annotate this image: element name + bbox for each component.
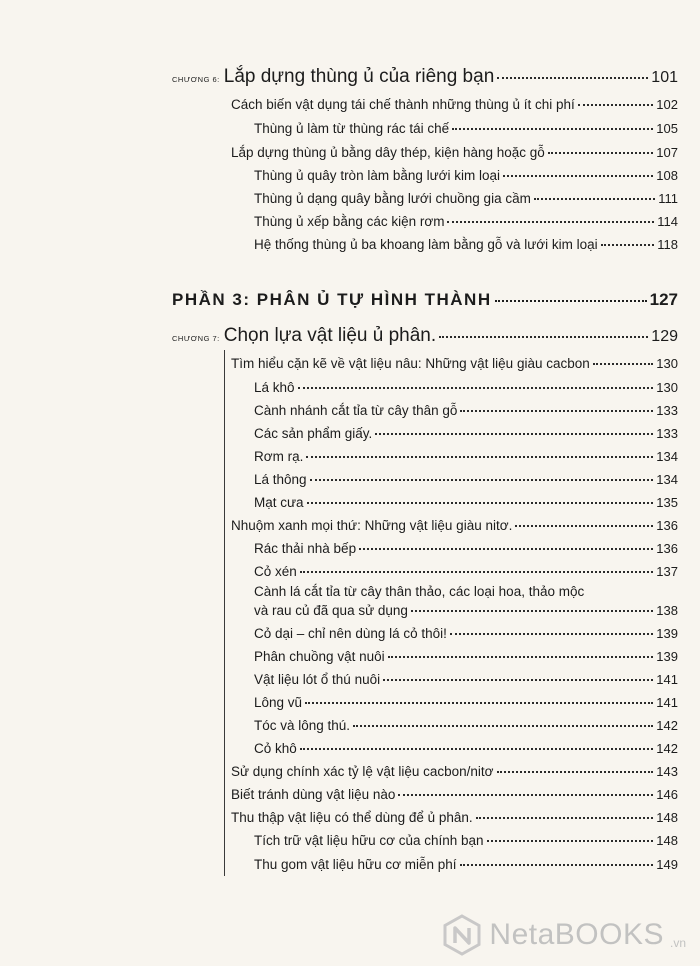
dot-leader: [310, 478, 654, 481]
page-number: 137: [656, 564, 678, 579]
entry-title: Rơm rạ.: [254, 449, 304, 464]
toc-entry: [254, 426, 678, 441]
page-number: 118: [657, 237, 678, 252]
dot-leader: [307, 501, 654, 504]
toc-entry: [254, 857, 678, 872]
toc-entry: [254, 449, 678, 464]
page-number: 146: [656, 787, 678, 802]
toc-entry: [231, 518, 678, 533]
vertical-rule: [224, 350, 225, 876]
entry-title: Thu thập vật liệu có thể dùng để ủ phân.: [231, 810, 473, 825]
entry-title: và rau củ đã qua sử dụng: [254, 603, 408, 618]
entry-title: Thùng ủ quây tròn làm bằng lưới kim loại: [254, 168, 501, 183]
toc-entry: [231, 764, 678, 779]
entry-title: Tìm hiểu cặn kẽ về vật liệu nâu: Những vật liệu giàu cacbon: [231, 356, 590, 371]
dot-leader: [476, 816, 654, 819]
toc-entry: [231, 356, 678, 371]
dot-leader: [487, 839, 654, 842]
part-3-heading: [172, 290, 678, 310]
page-number: 136: [656, 518, 678, 533]
netabooks-watermark: [441, 914, 686, 956]
page-number: 130: [656, 356, 678, 371]
page-number: 139: [656, 626, 678, 641]
entry-title: Biết tránh dùng vật liệu nào: [231, 787, 396, 802]
dot-leader: [497, 770, 654, 773]
chapter-title: Lắp dựng thùng ủ của riêng bạn: [223, 66, 495, 87]
dot-leader: [534, 197, 655, 200]
dot-leader: [601, 243, 655, 246]
toc-entry: [254, 649, 678, 664]
entry-title: Thùng ủ dạng quây bằng lưới chuồng gia cầm: [254, 191, 531, 206]
page-number: 107: [656, 145, 678, 160]
entry-title: Vật liệu lót ổ thú nuôi: [254, 672, 381, 687]
dot-leader: [353, 724, 653, 727]
entry-title: Thu gom vật liệu hữu cơ miễn phí: [254, 857, 457, 872]
toc-entry: [254, 741, 678, 756]
dot-leader: [548, 151, 654, 154]
page-number: 141: [656, 695, 678, 710]
dot-leader: [450, 632, 653, 635]
toc-entry: [254, 603, 678, 618]
page-number: 148: [656, 833, 678, 848]
dot-leader: [388, 655, 654, 658]
toc-entry: [254, 214, 678, 229]
toc-entry: [254, 495, 678, 510]
page-number: 114: [657, 214, 678, 229]
toc-entry: [254, 121, 678, 136]
entry-title: Các sản phẩm giấy.: [254, 426, 373, 441]
toc-entry-line1: [254, 584, 678, 599]
page-number: 143: [656, 764, 678, 779]
chapter-6-heading: [172, 66, 678, 88]
watermark-suffix: .vn: [669, 936, 686, 950]
entry-title: Sử dụng chính xác tỷ lệ vật liệu cacbon/nitơ: [231, 764, 494, 779]
entry-title: Lá khô: [254, 380, 295, 395]
dot-leader: [300, 747, 654, 750]
page-number: 135: [656, 495, 678, 510]
page-number: 134: [656, 449, 678, 464]
entry-title: Mạt cưa: [254, 495, 304, 510]
page-number: 130: [656, 380, 678, 395]
dot-leader: [578, 103, 654, 106]
page-number: 133: [656, 426, 678, 441]
entry-title: Cành nhánh cắt tỉa từ cây thân gỗ: [254, 403, 458, 418]
page-number: 138: [656, 603, 678, 618]
entry-title: Nhuộm xanh mọi thứ: Những vật liệu giàu nitơ.: [231, 518, 513, 533]
dot-leader: [298, 386, 654, 389]
entry-title: Lông vũ: [254, 695, 303, 710]
chapter-7-heading: [172, 325, 678, 347]
dot-leader: [593, 362, 654, 365]
dot-leader: [460, 863, 654, 866]
watermark-brand: NetaBOOKS: [489, 918, 664, 951]
dot-leader: [398, 793, 653, 796]
dot-leader: [497, 76, 648, 79]
dot-leader: [305, 701, 653, 704]
entry-title: Tích trữ vật liệu hữu cơ của chính bạn: [254, 833, 484, 848]
entry-title: Hệ thống thùng ủ ba khoang làm bằng gỗ và lưới kim loại: [254, 237, 598, 252]
page-number: 129: [651, 328, 678, 345]
entry-title: Thùng ủ xếp bằng các kiện rơm: [254, 214, 445, 229]
chapter-tag: CHƯƠNG 6:: [172, 75, 220, 84]
dot-leader: [439, 335, 648, 338]
toc-entry: [254, 237, 678, 252]
toc-entry: [254, 564, 678, 579]
page-number: 108: [656, 168, 678, 183]
toc-entry: [254, 541, 678, 556]
toc-entry: [254, 168, 678, 183]
entry-title: Thùng ủ làm từ thùng rác tái chế: [254, 121, 450, 136]
page-number: 105: [656, 121, 678, 136]
page-number: 136: [656, 541, 678, 556]
page-number: 139: [656, 649, 678, 664]
entry-title: Phân chuồng vật nuôi: [254, 649, 385, 664]
dot-leader: [503, 174, 653, 177]
dot-leader: [383, 678, 653, 681]
page-number: 111: [658, 191, 678, 206]
toc-entry: [254, 718, 678, 733]
page-number: 102: [656, 97, 678, 112]
page-number: 127: [649, 290, 678, 309]
toc-entry: [254, 833, 678, 848]
toc-entry: [231, 810, 678, 825]
entry-title: Cỏ xén: [254, 564, 297, 579]
netabooks-logo-icon: [441, 914, 483, 956]
entry-title: Cách biến vật dụng tái chế thành những thùng ủ ít chi phí: [231, 97, 575, 112]
dot-leader: [460, 409, 653, 412]
chapter-tag: CHƯƠNG 7:: [172, 334, 220, 343]
dot-leader: [306, 455, 653, 458]
entry-title: Rác thải nhà bếp: [254, 541, 357, 556]
entry-title: Tóc và lông thú.: [254, 718, 351, 733]
page-number: 134: [656, 472, 678, 487]
page-number: 149: [656, 857, 678, 872]
toc-entry: [254, 472, 678, 487]
entry-title: Cành lá cắt tỉa từ cây thân thảo, các loại hoa, thảo mộc: [254, 584, 585, 599]
toc-entry: [231, 97, 678, 112]
part-title: PHẦN 3: PHÂN Ủ TỰ HÌNH THÀNH: [172, 290, 492, 309]
entry-title: Lắp dựng thùng ủ bằng dây thép, kiện hàng hoặc gỗ: [231, 145, 545, 160]
toc-entry: [254, 191, 678, 206]
page-number: 101: [651, 69, 678, 86]
dot-leader: [515, 524, 653, 527]
toc-entry: [254, 672, 678, 687]
toc-entry: [254, 695, 678, 710]
toc-entry: [254, 626, 678, 641]
page-number: 148: [656, 810, 678, 825]
page-number: 142: [656, 741, 678, 756]
toc-entry: [231, 145, 678, 160]
dot-leader: [411, 609, 653, 612]
dot-leader: [447, 220, 654, 223]
entry-title: Lá thông: [254, 472, 307, 487]
dot-leader: [375, 432, 653, 435]
entry-title: Cỏ dại – chỉ nên dùng lá cỏ thôi!: [254, 626, 447, 641]
dot-leader: [359, 547, 653, 550]
dot-leader: [300, 570, 654, 573]
toc-entry: [254, 380, 678, 395]
toc-entry: [254, 403, 678, 418]
page-number: 142: [656, 718, 678, 733]
dot-leader: [495, 299, 647, 302]
page-number: 141: [656, 672, 678, 687]
dot-leader: [452, 127, 653, 130]
chapter-title: Chọn lựa vật liệu ủ phân.: [223, 325, 437, 346]
page-number: 133: [656, 403, 678, 418]
toc-entry: [231, 787, 678, 802]
entry-title: Cỏ khô: [254, 741, 297, 756]
